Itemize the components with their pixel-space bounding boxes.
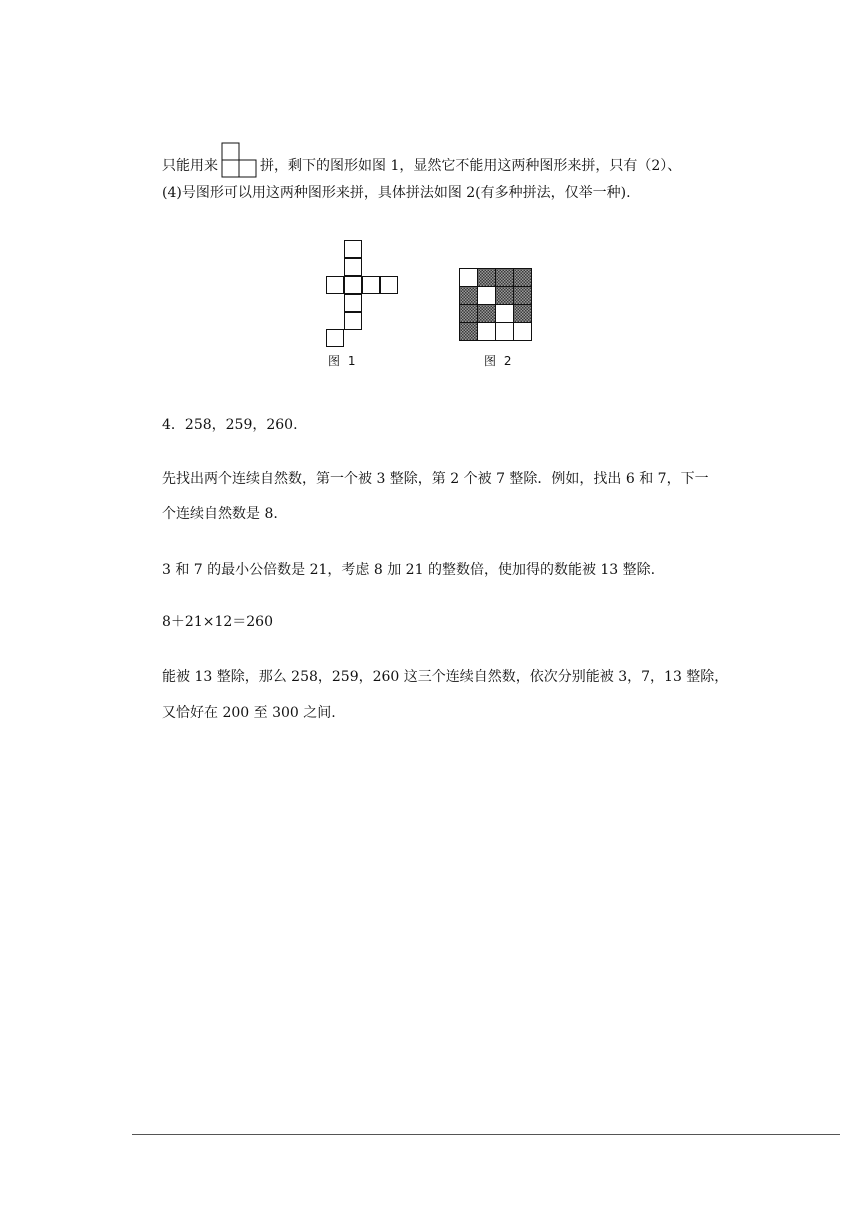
- figure-1-caption: 图 1: [328, 354, 358, 368]
- paragraph-line: [162, 142, 681, 176]
- l-tromino-shape-icon: [220, 142, 258, 178]
- answer-heading: 4．258，259，260.: [162, 417, 298, 433]
- paragraph-line: 能被 13 整除，那么 258，259，260 这三个连续自然数，依次分别能被 3，7，13 整除，: [162, 669, 729, 685]
- paragraph-line: 先找出两个连续自然数，第一个被 3 整除，第 2 个被 7 整除．例如，找出 6 和 7，下一: [162, 471, 709, 487]
- footer-divider: [132, 1134, 840, 1135]
- paragraph-line: 3 和 7 的最小公倍数是 21，考虑 8 加 21 的整数倍，使加得的数能被 13 整除.: [162, 562, 656, 578]
- figure-1-grid: [326, 240, 400, 348]
- figure-1: [326, 240, 400, 352]
- text-segment: 只能用来: [162, 158, 218, 174]
- paragraph-line: 个连续自然数是 8.: [162, 506, 278, 522]
- paragraph-line: 又恰好在 200 至 300 之间.: [162, 705, 336, 721]
- figure-2-grid: [459, 268, 533, 342]
- equation: 8＋21×12＝260: [162, 614, 273, 630]
- text-segment: 拼，剩下的图形如图 1，显然它不能用这两种图形来拼，只有（2）、: [260, 158, 682, 174]
- paragraph-line: (4)号图形可以用这两种图形来拼，具体拼法如图 2(有多种拼法，仅举一种).: [162, 185, 631, 201]
- figure-2: [459, 268, 533, 346]
- figure-2-caption: 图 2: [484, 354, 514, 368]
